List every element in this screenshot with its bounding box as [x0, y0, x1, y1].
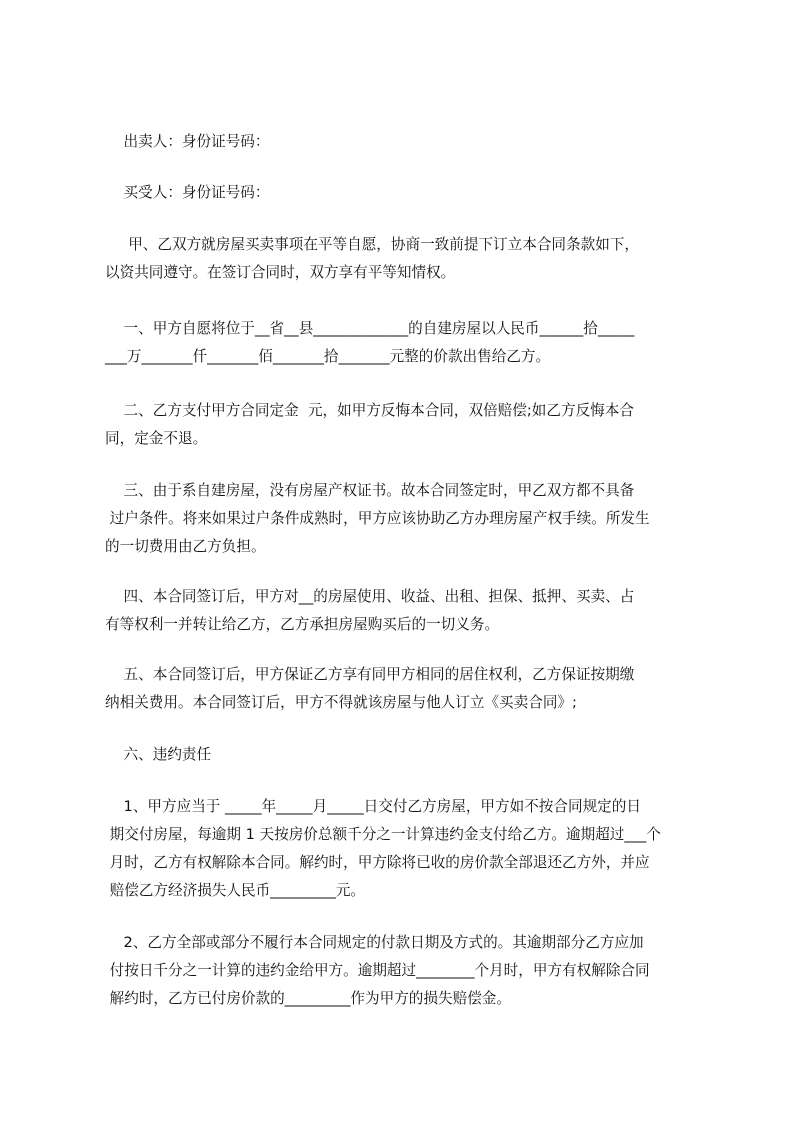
clause-3-line-3: 的一切费用由乙方负担。: [105, 538, 266, 555]
clause-4-line-2: 有等权利一并转让给乙方，乙方承担房屋购买后的一切义务。: [105, 616, 500, 633]
intro-line-2: 以资共同遵守。在签订合同时，双方享有平等知情权。: [105, 264, 456, 281]
clause-5-line-1: 五、本合同签订后，甲方保证乙方享有同甲方相同的居住权利，乙方保证按期缴: [105, 666, 635, 683]
clause-3-line-2: 过户条件。将来如果过户条件成熟时，甲方应该协助乙方办理房屋产权手续。所发生: [105, 510, 650, 527]
buyer-id-line: 买受人：身份证号码：: [105, 184, 270, 201]
liability-1-line-1: 1、甲方应当于 _____年_____月_____日交付乙方房屋，甲方如不按合同规定的日: [105, 798, 641, 815]
liability-2-line-1: 2、乙方全部或部分不履行本合同规定的付款日期及方式的。其逾期部分乙方应加: [105, 934, 644, 951]
liability-1-line-2: 期交付房屋，每逾期 1 天按房价总额千分之一计算违约金支付给乙方。逾期超过___个: [105, 826, 661, 843]
liability-2-line-3: 解约时，乙方已付房价款的_________作为甲方的损失赔偿金。: [105, 990, 511, 1007]
liability-2-line-2: 付按日千分之一计算的违约金给甲方。逾期超过________个月时，甲方有权解除合同: [105, 962, 650, 979]
clause-2-line-1: 二、乙方支付甲方合同定金 元，如甲方反悔本合同，双倍赔偿;如乙方反悔本合: [105, 402, 634, 419]
liability-1-line-3: 月时，乙方有权解除本合同。解约时，甲方除将已收的房价款全部退还乙方外，并应: [105, 854, 650, 871]
clause-1-line-2: ___万_______仟_______佰_______拾_______元整的价款出售给乙方。: [105, 348, 551, 365]
liability-1-line-4: 赔偿乙方经济损失人民币_________元。: [105, 882, 366, 899]
clause-4-line-1: 四、本合同签订后，甲方对__的房屋使用、收益、出租、担保、抵押、买卖、占: [105, 588, 635, 605]
seller-id-line: 出卖人：身份证号码：: [105, 133, 270, 150]
clause-3-line-1: 三、由于系自建房屋，没有房屋产权证书。故本合同签定时，甲乙双方都不具备: [105, 482, 635, 499]
clause-6-heading: 六、违约责任: [105, 746, 212, 763]
clause-5-line-2: 纳相关费用。本合同签订后，甲方不得就该房屋与他人订立《买卖合同》;: [105, 694, 577, 711]
intro-line-1: 甲、乙双方就房屋买卖事项在平等自愿，协商一致前提下订立本合同条款如下，: [105, 236, 639, 253]
clause-1-line-1: 一、甲方自愿将位于__省__县_____________的自建房屋以人民币______拾_____: [105, 320, 635, 337]
clause-2-line-2: 同，定金不退。: [105, 430, 208, 447]
